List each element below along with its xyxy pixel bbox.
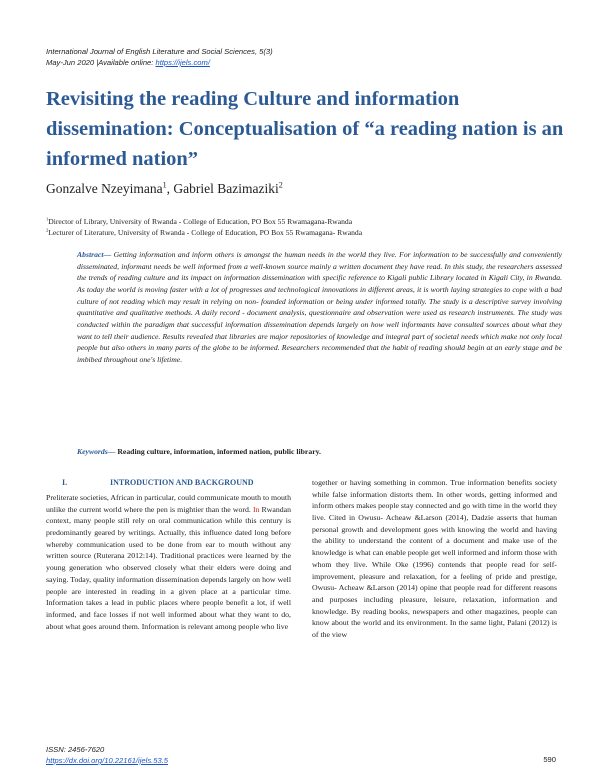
author-2: Gabriel Bazimaziki — [173, 181, 279, 196]
keywords-text: Reading culture, information, informed nation, public library. — [115, 447, 321, 456]
author-separator: , — [166, 181, 174, 196]
journal-url-link[interactable]: https://ijels.com/ — [155, 58, 210, 67]
author-line — [46, 180, 566, 198]
body-paragraph-left — [46, 492, 291, 632]
section-number: I. — [62, 478, 68, 487]
page-number: 590 — [543, 755, 556, 764]
affiliation-1-mark: 1 — [46, 216, 49, 222]
section-title: INTRODUCTION AND BACKGROUND — [110, 478, 254, 487]
journal-header — [46, 46, 566, 68]
abstract-label: Abstract— — [77, 250, 112, 259]
journal-name: International Journal of English Literature and Social Sciences, 5(3) — [46, 47, 273, 56]
abstract-text: Getting information and inform others is amongst the human needs in the world they live. For information to be successfully and conveniently disseminated, informant needs be well informed from a well-known source mainly a written document they have read. In this study, the researchers assessed the trends of reading culture and its impact on information dissemination with specific reference to Kigali public Library located in Kigali City, in Rwanda. As today the world is moving faster with a lot of progresses and technological innovations in different areas, it is worth laying strategies to cope with a bad culture of not reading which may result in relying on non- founded information or being under informed totally. The study is a descriptive survey involving quantitative and qualitative methods. A daily record - document analysis, questionnaire and observation were used as research instruments. The study was conducted within the paradigm that successful information dissemination depends largely on how well informants have consulted sources about what they want to tell their audience. Results revealed that libraries are major repositories of knowledge and integral part of societal needs which make not only local people but also others in many parts of the globe to be informed. Researchers recommended that the habit of reading should begin at an early stage and be imbibed throughout one's lifetime. — [77, 250, 562, 364]
page-footer — [46, 744, 566, 766]
issn: ISSN: 2456-7620 — [46, 745, 105, 754]
issue-line — [46, 57, 566, 68]
body-highlight: In — [252, 504, 260, 514]
section-heading — [46, 475, 291, 491]
affiliation-1-text: Director of Library, University of Rwanda - College of Education, PO Box 55 Rwamagana-Rwanda — [48, 217, 353, 226]
abstract — [77, 249, 562, 366]
author-2-affil-mark: 2 — [278, 180, 283, 190]
paper-title: Revisiting the reading Culture and information dissemination: Conceptualisation of “a reading nation is an informed nation” — [46, 88, 564, 170]
affiliation-1 — [46, 216, 566, 227]
doi-link[interactable]: https://dx.doi.org/10.22161/ijels.53.5 — [46, 756, 169, 765]
body-text-left-1: Preliterate societies, African in particular, could communicate mouth to mouth unlike the current world where the pen is mightier than the word. — [46, 493, 291, 514]
issue-text: May-Jun 2020 |Available online: — [46, 58, 156, 67]
body-column-left — [46, 475, 291, 632]
body-text-left-2: Rwandan context, many people still rely on oral communication while this century is predominantly geared by writings. Actually, this influence dated long before whereby communication used to be done from ear to mouth without any written source (Ruterana 2012:14). Traditional practices were learned by the young generation who observed closely what their elders were doing and saying. Today, quality information dissemination depends largely on how well people are interested in reading in a given place at a particular time. Information takes a lead in public places where people benefit a lot, if well informed, and face losses if not well informed about what they want to do, about what goes around them. Information is relevant among people who live — [46, 504, 291, 631]
author-1-affil-mark: 1 — [162, 180, 167, 190]
affiliation-2-text: Lecturer of Literature, University of Rwanda - College of Education, PO Box 55 Rwamagana- Rwanda — [48, 228, 363, 237]
keywords-label: Keywords— — [77, 447, 116, 456]
body-paragraph-right: together or having something in common. True information benefits society while false information distorts them. In other words, getting informed and inform others makes people stay connected and go with time in the world they live. Cited in Owusu- Acheaw &Larson (2014), Dadzie asserts that human personal growth and development goes with knowing the world and having the ability to understand the content of a document and make use of the knowledge is what can enable people get well informed and inform those with whom they live. While Oke (1996) contends that people read for self-improvement, pleasure and relaxation, for a feeling of pride and prestige, Owusu- Acheaw &Larson (2014) opine that people read for different reasons and purposes including pleasure, leisure, relaxation, information and knowledge. By reading books, newspapers and other magazines, people can know about the world and its environment. In the same light, Palani (2012) is of the view — [312, 478, 557, 639]
body-column-right — [312, 477, 557, 641]
affiliation-2-mark: 2 — [46, 227, 49, 233]
keywords — [77, 446, 562, 457]
affiliation-2 — [46, 227, 566, 238]
author-1: Gonzalve Nzeyimana — [46, 181, 163, 196]
